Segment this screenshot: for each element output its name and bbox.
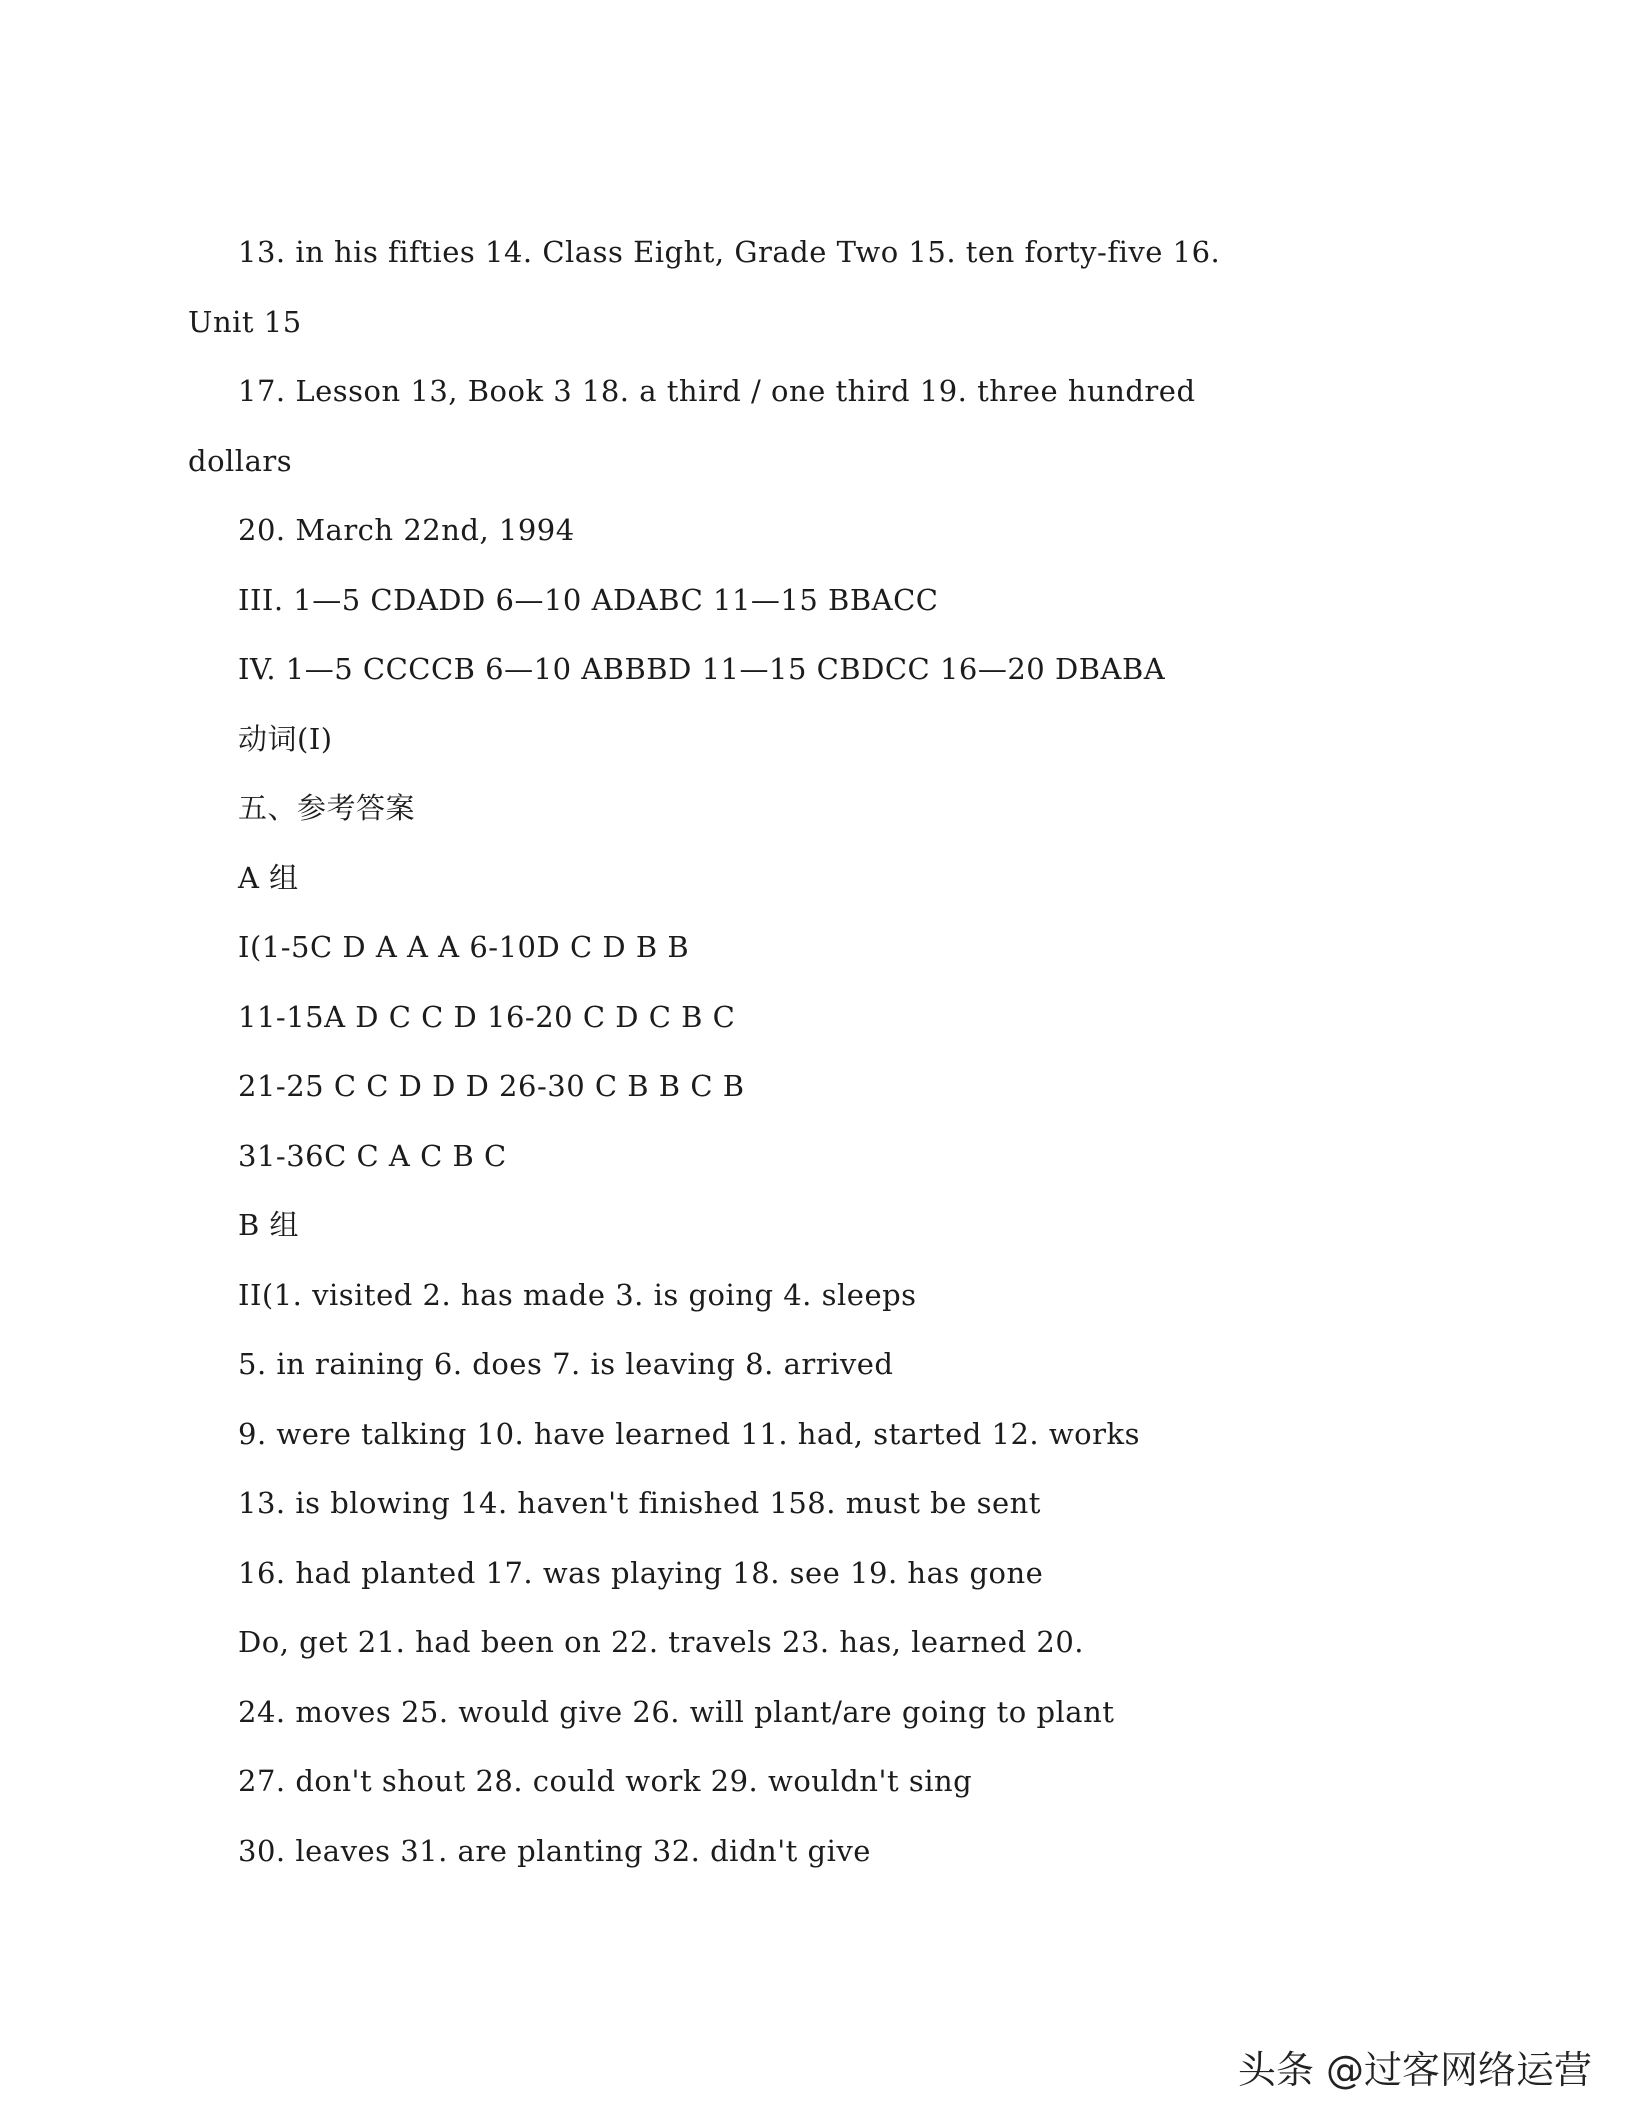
text-line: Unit 15: [188, 304, 302, 339]
text-line: 27. don't shout 28. could work 29. wouldn't sing: [238, 1764, 973, 1798]
text-line: III. 1—5 CDADD 6—10 ADABC 11—15 BBACC: [238, 582, 939, 617]
text-line: I(1-5C D A A A 6-10D C D B B: [238, 930, 690, 964]
text-line: 30. leaves 31. are planting 32. didn't give: [238, 1833, 871, 1868]
text-line: B 组: [238, 1208, 300, 1242]
text-line: 11-15A D C C D 16-20 C D C B C: [238, 999, 736, 1034]
text-line: 9. were talking 10. have learned 11. had, started 12. works: [238, 1416, 1140, 1451]
text-line: 五、参考答案: [238, 791, 416, 825]
text-line: 31-36C C A C B C: [238, 1138, 507, 1173]
watermark: 头条 @过客网络运营: [1237, 2048, 1592, 2092]
text-line: 16. had planted 17. was playing 18. see 19. has gone: [238, 1555, 1044, 1590]
text-line: 5. in raining 6. does 7. is leaving 8. arrived: [238, 1347, 894, 1381]
text-line: dollars: [188, 443, 293, 478]
text-line: 13. in his fifties 14. Class Eight, Grade Two 15. ten forty-five 16.: [238, 235, 1221, 269]
text-line: 17. Lesson 13, Book 3 18. a third / one third 19. three hundred: [238, 374, 1196, 408]
text-line: 20. March 22nd, 1994: [238, 513, 575, 547]
text-line: 24. moves 25. would give 26. will plant/are going to plant: [238, 1694, 1115, 1729]
text-line: 动词(I): [238, 721, 333, 756]
text-line: 13. is blowing 14. haven't finished 158. must be sent: [238, 1486, 1041, 1520]
text-line: Do, get 21. had been on 22. travels 23. has, learned 20.: [238, 1625, 1084, 1659]
text-line: II(1. visited 2. has made 3. is going 4. sleeps: [238, 1277, 917, 1312]
answer-key-text: [188, 218, 1338, 1886]
text-line: A 组: [238, 860, 299, 895]
text-line: 21-25 C C D D D 26-30 C B B C B: [238, 1069, 745, 1103]
text-line: IV. 1—5 CCCCB 6—10 ABBBD 11—15 CBDCC 16—20 DBABA: [238, 652, 1166, 686]
